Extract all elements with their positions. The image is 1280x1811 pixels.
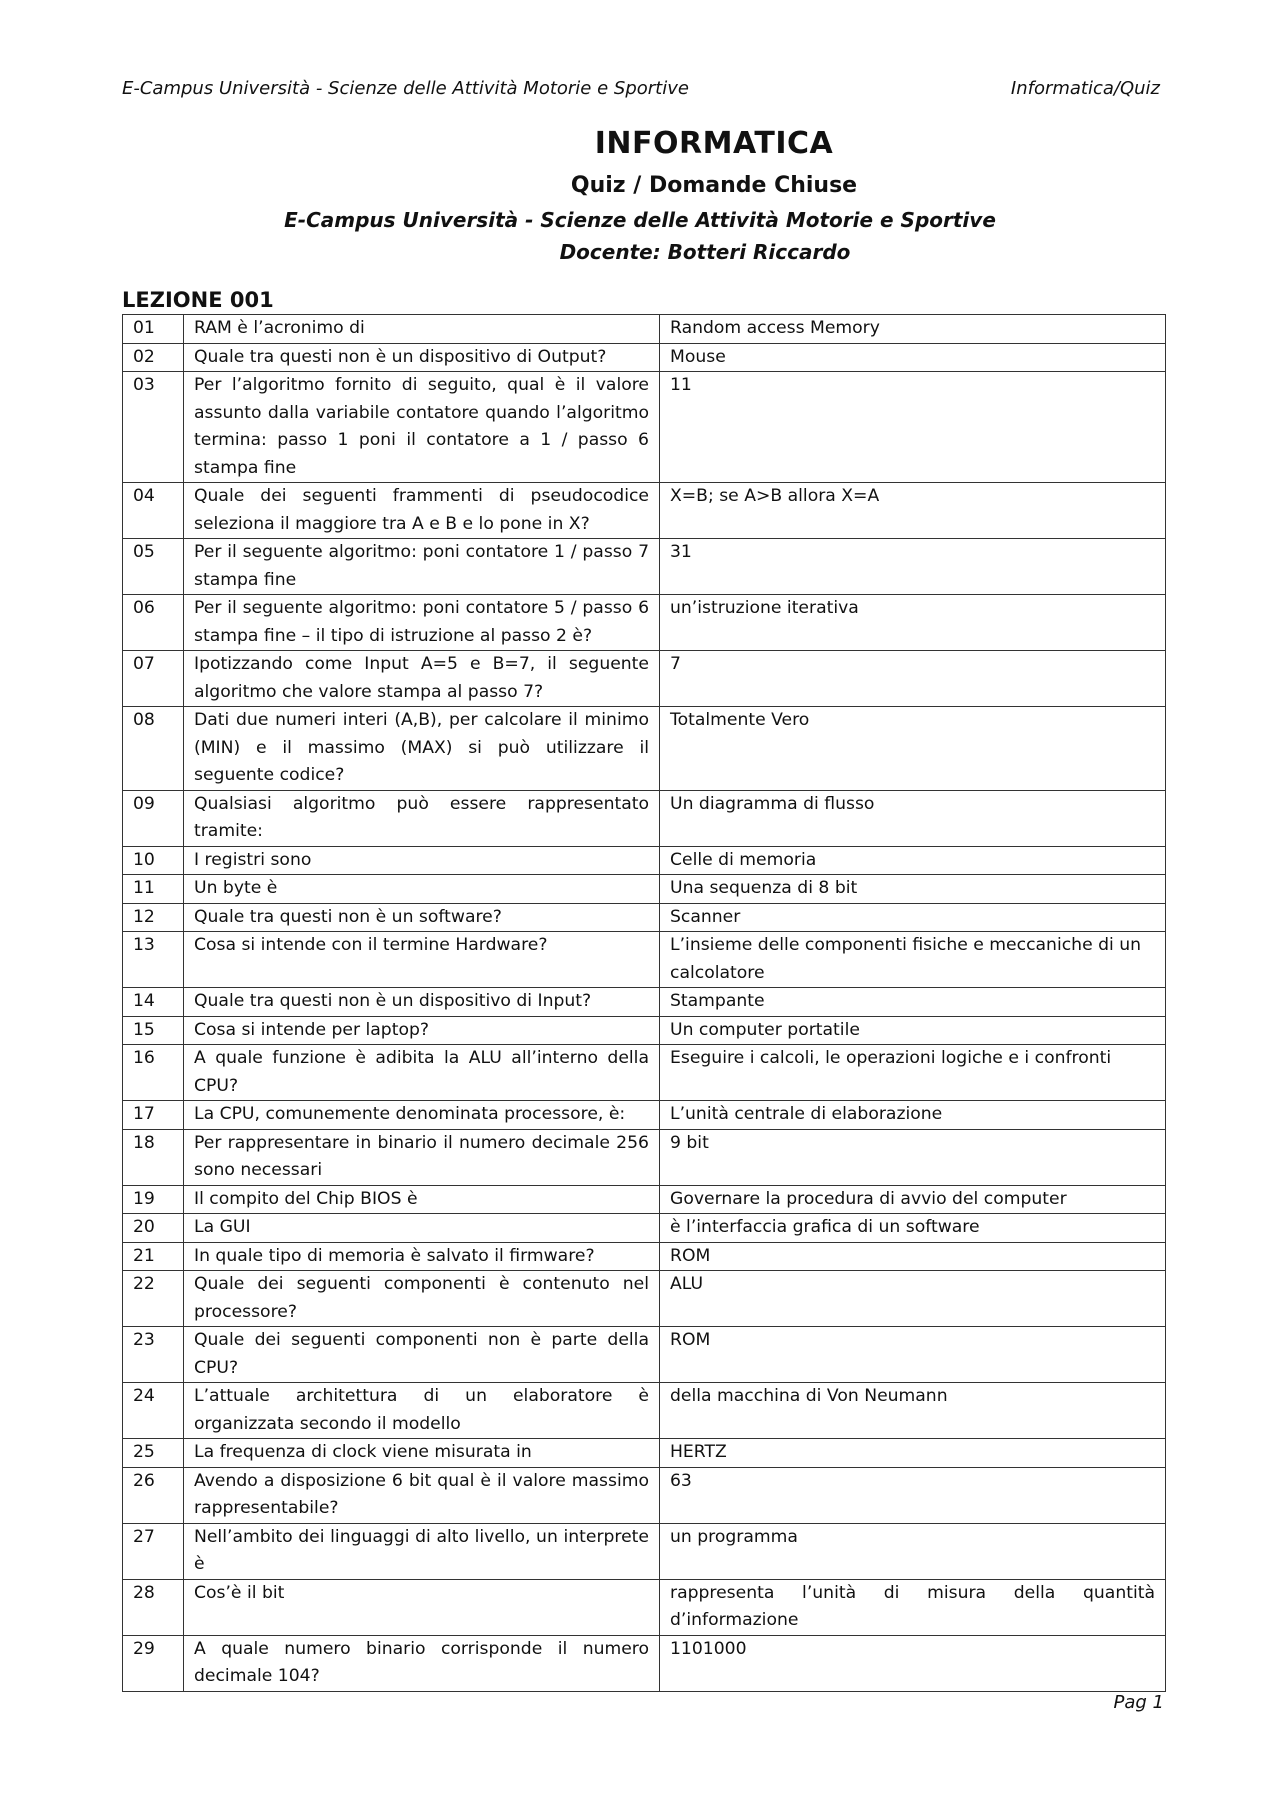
quiz-table-body — [123, 315, 1166, 1692]
table-row — [123, 1214, 1166, 1243]
table-row — [123, 651, 1166, 707]
document-title: INFORMATICA — [594, 126, 834, 161]
table-row — [123, 1383, 1166, 1439]
question-text: L’attuale architettura di un elaboratore è organizzata secondo il modello — [184, 1383, 660, 1439]
question-text: Ipotizzando come Input A=5 e B=7, il seguente algoritmo che valore stampa al passo 7? — [184, 651, 660, 707]
answer-text: Una sequenza di 8 bit — [660, 875, 1166, 904]
table-row — [123, 483, 1166, 539]
question-text: Dati due numeri interi (A,B), per calcolare il minimo (MIN) e il massimo (MAX) si può utilizzare il seguente codice? — [184, 707, 660, 791]
question-text: Quale tra questi non è un dispositivo di Input? — [184, 988, 660, 1017]
answer-text: un programma — [660, 1523, 1166, 1579]
question-number: 14 — [123, 988, 184, 1017]
question-text: Quale tra questi non è un software? — [184, 903, 660, 932]
answer-text: 31 — [660, 539, 1166, 595]
answer-text: 7 — [660, 651, 1166, 707]
question-number: 02 — [123, 343, 184, 372]
table-row — [123, 1101, 1166, 1130]
question-number: 11 — [123, 875, 184, 904]
question-number: 07 — [123, 651, 184, 707]
table-row — [123, 1129, 1166, 1185]
document-subtitle: Quiz / Domande Chiuse — [570, 173, 858, 198]
question-number: 22 — [123, 1271, 184, 1327]
question-number: 27 — [123, 1523, 184, 1579]
question-number: 26 — [123, 1467, 184, 1523]
answer-text: Mouse — [660, 343, 1166, 372]
question-number: 04 — [123, 483, 184, 539]
answer-text: Totalmente Vero — [660, 707, 1166, 791]
header-right: Informatica/Quiz — [1010, 78, 1160, 99]
answer-text: Governare la procedura di avvio del computer — [660, 1185, 1166, 1214]
question-text: Cos’è il bit — [184, 1579, 660, 1635]
question-text: La CPU, comunemente denominata processore, è: — [184, 1101, 660, 1130]
answer-text: ROM — [660, 1242, 1166, 1271]
question-number: 24 — [123, 1383, 184, 1439]
table-row — [123, 1242, 1166, 1271]
question-number: 15 — [123, 1016, 184, 1045]
table-row — [123, 1439, 1166, 1468]
table-row — [123, 875, 1166, 904]
question-number: 05 — [123, 539, 184, 595]
docente-line: Docente: Botteri Riccardo — [559, 240, 851, 264]
question-text: Quale dei seguenti componenti non è parte della CPU? — [184, 1327, 660, 1383]
section-heading: LEZIONE 001 — [122, 288, 274, 312]
question-number: 17 — [123, 1101, 184, 1130]
answer-text: 11 — [660, 372, 1166, 483]
question-number: 06 — [123, 595, 184, 651]
question-text: Quale dei seguenti componenti è contenuto nel processore? — [184, 1271, 660, 1327]
question-text: Quale dei seguenti frammenti di pseudocodice seleziona il maggiore tra A e B e lo pone in X? — [184, 483, 660, 539]
question-text: Per rappresentare in binario il numero decimale 256 sono necessari — [184, 1129, 660, 1185]
question-text: Il compito del Chip BIOS è — [184, 1185, 660, 1214]
question-text: Cosa si intende con il termine Hardware? — [184, 932, 660, 988]
question-number: 10 — [123, 846, 184, 875]
answer-text: Stampante — [660, 988, 1166, 1017]
table-row — [123, 846, 1166, 875]
title-block — [0, 126, 1280, 264]
question-text: Cosa si intende per laptop? — [184, 1016, 660, 1045]
question-number: 08 — [123, 707, 184, 791]
answer-text: un’istruzione iterativa — [660, 595, 1166, 651]
question-text: I registri sono — [184, 846, 660, 875]
table-row — [123, 1045, 1166, 1101]
table-row — [123, 790, 1166, 846]
answer-text: HERTZ — [660, 1439, 1166, 1468]
question-text: Nell’ambito dei linguaggi di alto livello, un interprete è — [184, 1523, 660, 1579]
answer-text: L’insieme delle componenti fisiche e meccaniche di un calcolatore — [660, 932, 1166, 988]
answer-text: Scanner — [660, 903, 1166, 932]
answer-text: Eseguire i calcoli, le operazioni logiche e i confronti — [660, 1045, 1166, 1101]
table-row — [123, 595, 1166, 651]
table-row — [123, 1327, 1166, 1383]
table-row — [123, 539, 1166, 595]
question-number: 25 — [123, 1439, 184, 1468]
running-header — [122, 78, 1160, 102]
answer-text: X=B; se A>B allora X=A — [660, 483, 1166, 539]
answer-text: Un diagramma di flusso — [660, 790, 1166, 846]
answer-text: 63 — [660, 1467, 1166, 1523]
answer-text: ROM — [660, 1327, 1166, 1383]
answer-text: Random access Memory — [660, 315, 1166, 344]
table-row — [123, 903, 1166, 932]
question-text: RAM è l’acronimo di — [184, 315, 660, 344]
question-number: 18 — [123, 1129, 184, 1185]
answer-text: Un computer portatile — [660, 1016, 1166, 1045]
question-number: 28 — [123, 1579, 184, 1635]
answer-text: della macchina di Von Neumann — [660, 1383, 1166, 1439]
quiz-table — [122, 314, 1166, 1692]
answer-text: 1101000 — [660, 1635, 1166, 1691]
table-row — [123, 1467, 1166, 1523]
table-row — [123, 343, 1166, 372]
question-text: Avendo a disposizione 6 bit qual è il valore massimo rappresentabile? — [184, 1467, 660, 1523]
institution-line: E-Campus Università - Scienze delle Attività Motorie e Sportive — [284, 208, 996, 232]
answer-text: ALU — [660, 1271, 1166, 1327]
answer-text: è l’interfaccia grafica di un software — [660, 1214, 1166, 1243]
table-row — [123, 1579, 1166, 1635]
question-number: 13 — [123, 932, 184, 988]
question-number: 09 — [123, 790, 184, 846]
question-number: 12 — [123, 903, 184, 932]
table-row — [123, 988, 1166, 1017]
question-number: 16 — [123, 1045, 184, 1101]
question-text: La frequenza di clock viene misurata in — [184, 1439, 660, 1468]
question-text: In quale tipo di memoria è salvato il firmware? — [184, 1242, 660, 1271]
question-number: 29 — [123, 1635, 184, 1691]
answer-text: rappresenta l’unità di misura della quantità d’informazione — [660, 1579, 1166, 1635]
table-row — [123, 707, 1166, 791]
question-text: A quale numero binario corrisponde il numero decimale 104? — [184, 1635, 660, 1691]
question-text: Per il seguente algoritmo: poni contatore 1 / passo 7 stampa fine — [184, 539, 660, 595]
question-text: Un byte è — [184, 875, 660, 904]
table-row — [123, 315, 1166, 344]
question-text: Quale tra questi non è un dispositivo di Output? — [184, 343, 660, 372]
answer-text: 9 bit — [660, 1129, 1166, 1185]
question-number: 23 — [123, 1327, 184, 1383]
table-row — [123, 1016, 1166, 1045]
table-row — [123, 932, 1166, 988]
answer-text: L’unità centrale di elaborazione — [660, 1101, 1166, 1130]
table-row — [123, 1523, 1166, 1579]
table-row — [123, 372, 1166, 483]
page-number: Pag 1 — [1113, 1692, 1164, 1713]
question-number: 01 — [123, 315, 184, 344]
table-row — [123, 1185, 1166, 1214]
question-number: 21 — [123, 1242, 184, 1271]
table-row — [123, 1271, 1166, 1327]
question-number: 19 — [123, 1185, 184, 1214]
question-text: Per l’algoritmo fornito di seguito, qual è il valore assunto dalla variabile contatore quando l’algoritmo termina: passo 1 poni il contatore a 1 / passo 6 stampa fine — [184, 372, 660, 483]
question-text: La GUI — [184, 1214, 660, 1243]
question-number: 03 — [123, 372, 184, 483]
table-row — [123, 1635, 1166, 1691]
answer-text: Celle di memoria — [660, 846, 1166, 875]
question-text: A quale funzione è adibita la ALU all’interno della CPU? — [184, 1045, 660, 1101]
header-left: E-Campus Università - Scienze delle Attività Motorie e Sportive — [122, 78, 689, 99]
question-number: 20 — [123, 1214, 184, 1243]
question-text: Qualsiasi algoritmo può essere rappresentato tramite: — [184, 790, 660, 846]
question-text: Per il seguente algoritmo: poni contatore 5 / passo 6 stampa fine – il tipo di istruzione al passo 2 è? — [184, 595, 660, 651]
